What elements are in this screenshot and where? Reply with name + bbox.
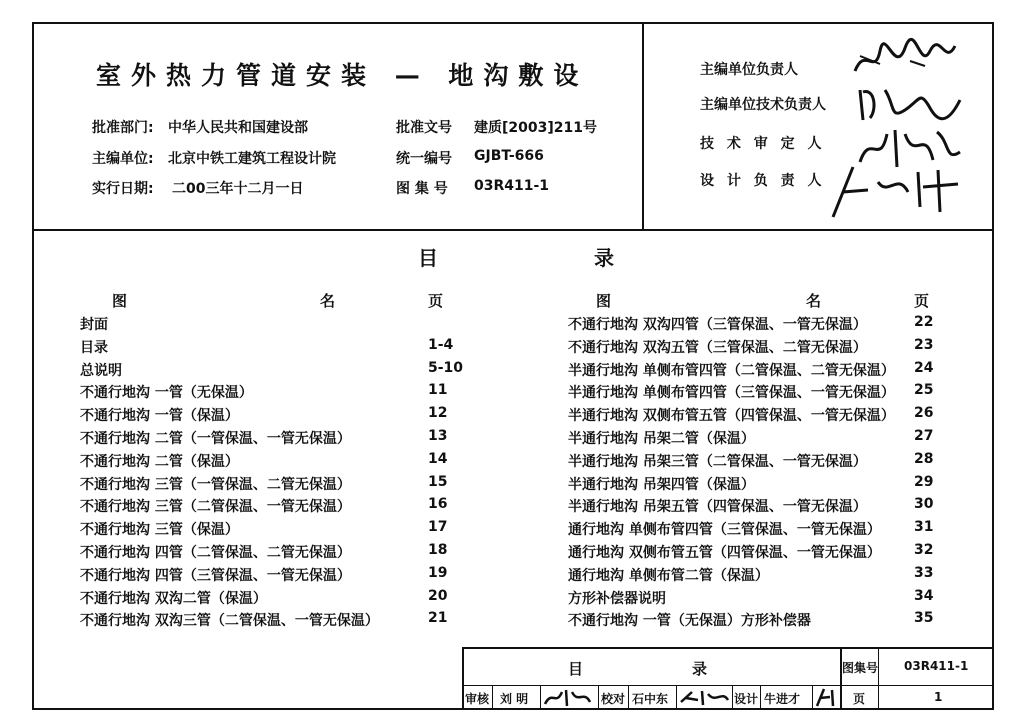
atlas-title: 室外热力管道安装 — 地沟敷设: [96, 61, 589, 90]
toc-row: [568, 588, 944, 610]
role-tech-lead: 主编单位技术负责人: [700, 97, 826, 113]
signature-design-lead: [828, 162, 968, 220]
toc-entry-page: 17: [428, 519, 448, 536]
toc-title-right: 录: [594, 246, 614, 270]
role-chief-editor: 主编单位负责人: [700, 62, 798, 78]
editor-unit: 北京中铁工建筑工程设计院: [168, 151, 336, 167]
toc-row: [80, 519, 458, 541]
tb-review-label: 审核: [465, 692, 490, 706]
toc-entry-page: 33: [914, 564, 934, 581]
toc-row: [568, 360, 944, 382]
tb-b2: [540, 685, 541, 709]
toc-row: [80, 337, 458, 359]
toc-title-left: 目: [418, 246, 438, 270]
tb-b4: [628, 685, 629, 709]
tb-atlas-value: 03R411-1: [904, 659, 969, 673]
header-vertical-divider: [642, 22, 644, 230]
toc-entry-title: 不通行地沟 四管（二管保温、二管无保温）: [80, 545, 351, 561]
toc-row: [80, 588, 458, 610]
toc-row: [568, 382, 944, 404]
unified-no: GJBT-666: [474, 148, 544, 164]
toc-entry-page: 27: [914, 428, 934, 444]
toc-entry-title: 通行地沟 单侧布管二管（保温）: [568, 567, 769, 584]
toc-row: [80, 496, 458, 518]
frame-left: [32, 22, 34, 710]
tb-left: [462, 647, 464, 709]
atlas-no-label: 图 集 号: [396, 181, 448, 197]
toc-entry-page: 20: [428, 587, 448, 604]
toc-entry-page: 21: [428, 610, 448, 627]
tb-page-label: 页: [853, 692, 866, 706]
toc-row: [568, 405, 944, 427]
editor-unit-label: 主编单位:: [92, 151, 154, 167]
toc-row: [568, 565, 944, 587]
tb-b6: [732, 685, 733, 709]
toc-entry-page: 35: [914, 610, 934, 627]
toc-entry-title: 目录: [80, 339, 108, 356]
tb-review-name: 刘 明: [500, 692, 529, 706]
toc-entry-title: 半通行地沟 双侧布管五管（四管保温、一管无保温）: [568, 408, 895, 425]
tb-check-label: 校对: [601, 692, 626, 706]
toc-entry-page: 30: [914, 496, 934, 513]
tb-review-signature: [542, 686, 598, 708]
toc-entry-title: 不通行地沟 二管（保温）: [80, 453, 239, 470]
toc-entry-title: 半通行地沟 单侧布管四管（二管保温、二管无保温）: [568, 362, 895, 379]
toc-entry-page: 29: [914, 473, 934, 490]
toc-entry-title: 总说明: [80, 362, 122, 379]
toc-row: [80, 565, 458, 587]
toc-row: [568, 314, 944, 336]
tb-b8: [812, 685, 813, 709]
toc-entry-title: 通行地沟 双侧布管五管（四管保温、一管无保温）: [568, 545, 881, 561]
toc-entry-title: 不通行地沟 一管（无保温）: [80, 385, 253, 402]
toc-entry-page: 18: [428, 542, 448, 558]
tb-design-label: 设计: [734, 692, 759, 706]
toc-entry-page: 26: [914, 405, 934, 422]
toc-row: [80, 314, 458, 336]
toc-entry-title: 不通行地沟 双沟五管（三管保温、二管无保温）: [568, 339, 867, 356]
toc-entry-title: 不通行地沟 三管（二管保温、一管无保温）: [80, 499, 351, 516]
tb-check-name: 石中东: [632, 692, 669, 706]
frame-top: [32, 22, 994, 24]
approval-doc: 建质[2003]211号: [474, 120, 597, 136]
tb-check-signature: [678, 686, 732, 708]
toc-entry-page: 15: [428, 473, 448, 490]
toc-row: [568, 337, 944, 359]
toc-row: [568, 428, 944, 450]
toc-entry-title: 不通行地沟 三管（一管保温、二管无保温）: [80, 476, 351, 493]
toc-row: [80, 382, 458, 404]
tb-v1: [840, 647, 842, 709]
toc-entry-page: 28: [914, 450, 934, 467]
tb-design-signature: [814, 686, 840, 708]
toc-entry-title: 半通行地沟 吊架二管（保温）: [568, 431, 755, 447]
header-divider: [32, 229, 994, 231]
toc-entry-page: 32: [914, 542, 934, 558]
toc-entry-title: 半通行地沟 吊架四管（保温）: [568, 476, 755, 493]
toc-row: [80, 405, 458, 427]
role-tech-reviewer: 技 术 审 定 人: [700, 136, 826, 152]
toc-entry-title: 不通行地沟 二管（一管保温、一管无保温）: [80, 431, 351, 447]
toc-row: [80, 428, 458, 450]
tb-page-value: 1: [934, 690, 943, 704]
toc-row: [568, 542, 944, 564]
toc-entry-page: 31: [914, 519, 934, 536]
toc-entry-page: 16: [428, 496, 448, 513]
toc-entry-page: 13: [428, 428, 448, 444]
tb-b1: [492, 685, 493, 709]
frame-bottom: [32, 708, 994, 710]
toc-entry-page: 22: [914, 314, 934, 330]
tb-name-left: 目: [568, 660, 584, 678]
frame-right: [992, 22, 994, 710]
tb-b3: [598, 685, 599, 709]
toc-entry-page: 23: [914, 336, 934, 353]
toc-entry-title: 通行地沟 单侧布管四管（三管保温、一管无保温）: [568, 522, 881, 539]
toc-entry-title: 不通行地沟 双沟四管（三管保温、一管无保温）: [568, 317, 867, 333]
toc-row: [80, 451, 458, 473]
tb-b7: [760, 685, 761, 709]
toc-entry-title: 方形补偿器说明: [568, 590, 666, 607]
col-header-name-left: 名: [320, 292, 336, 310]
approval-dept: 中华人民共和国建设部: [168, 120, 308, 136]
toc-row: [80, 542, 458, 564]
toc-entry-title: 不通行地沟 三管（保温）: [80, 522, 239, 539]
col-header-page-right: 页: [914, 292, 930, 310]
toc-entry-title: 半通行地沟 单侧布管四管（三管保温、一管无保温）: [568, 385, 895, 402]
effective-date-label: 实行日期:: [92, 181, 154, 197]
toc-entry-title: 不通行地沟 双沟三管（二管保温、一管无保温）: [80, 613, 379, 630]
toc-row: [568, 451, 944, 473]
approval-doc-label: 批准文号: [396, 120, 452, 136]
signature-chief-editor: [850, 36, 960, 86]
toc-row: [80, 359, 464, 382]
toc-entry-title: 不通行地沟 一管（保温）: [80, 408, 239, 425]
col-header-page-left: 页: [428, 292, 444, 310]
tb-v2: [878, 647, 879, 709]
toc-entry-page: 1-4: [428, 336, 454, 353]
toc-entry-page: 25: [914, 382, 934, 399]
tb-top: [462, 647, 992, 649]
unified-no-label: 统一编号: [396, 151, 452, 167]
toc-entry-page: 19: [428, 564, 448, 581]
toc-entry-title: 半通行地沟 吊架三管（二管保温、一管无保温）: [568, 453, 867, 470]
toc-entry-page: 14: [428, 450, 448, 467]
toc-entry-page: 34: [914, 587, 934, 604]
tb-name-right: 录: [692, 660, 708, 678]
tb-design-name: 牛进才: [764, 692, 801, 706]
tb-atlas-label: 图集号: [842, 661, 879, 675]
toc-entry-title: 封面: [80, 317, 108, 333]
toc-row: [80, 474, 458, 496]
toc-row: [568, 496, 944, 518]
col-header-name-right: 名: [806, 292, 822, 310]
role-design-lead: 设 计 负 责 人: [700, 173, 826, 189]
effective-date: 二00三年十二月一日: [172, 181, 304, 197]
atlas-no: 03R411-1: [474, 178, 550, 194]
toc-entry-page: 5-10: [428, 359, 464, 376]
toc-row: [80, 610, 458, 632]
toc-entry-title: 不通行地沟 双沟二管（保温）: [80, 590, 267, 607]
toc-row: [568, 519, 944, 541]
toc-entry-page: 12: [428, 405, 448, 422]
toc-entry-page: 11: [428, 382, 448, 399]
toc-entry-title: 不通行地沟 一管（无保温）方形补偿器: [568, 613, 811, 630]
col-header-fig-left: 图: [112, 292, 128, 310]
toc-entry-page: 24: [914, 359, 934, 376]
signature-tech-lead: [855, 80, 965, 128]
toc-entry-title: 不通行地沟 四管（三管保温、一管无保温）: [80, 567, 351, 584]
toc-entry-title: 半通行地沟 吊架五管（四管保温、一管无保温）: [568, 499, 867, 516]
approval-dept-label: 批准部门:: [92, 120, 154, 136]
tb-b5: [676, 685, 677, 709]
toc-row: [568, 474, 944, 496]
col-header-fig-right: 图: [596, 292, 612, 310]
toc-row: [568, 610, 944, 632]
